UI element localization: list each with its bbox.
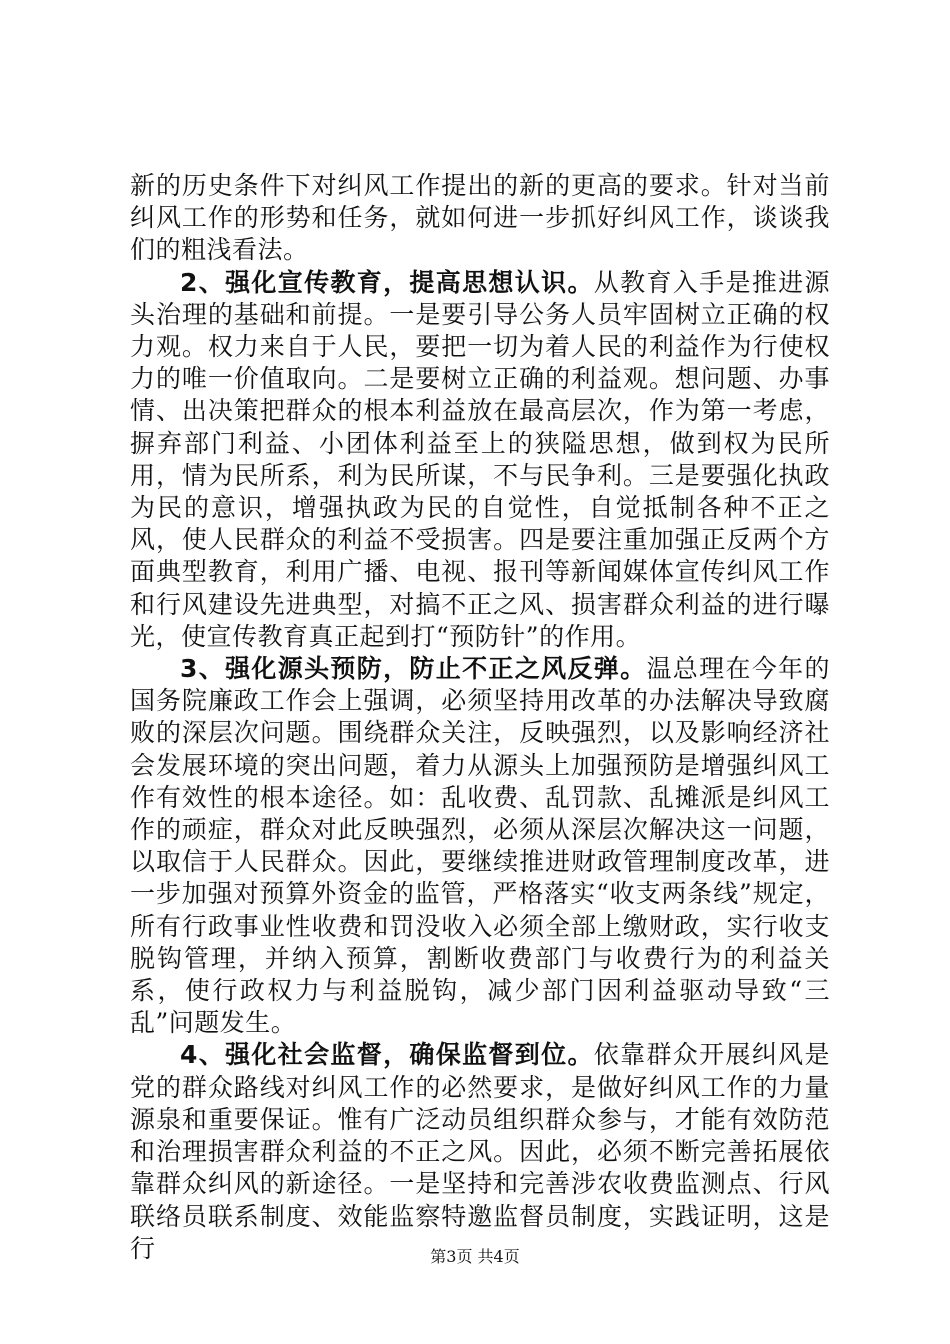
page-number-label: 第3页 共4页 <box>430 1247 520 1266</box>
document-body <box>130 170 830 1265</box>
paragraph-section-3 <box>130 653 830 1039</box>
section-heading: 2、强化宣传教育，提高思想认识。 <box>180 267 594 297</box>
paragraph-text: 依靠群众开展纠风是党的群众路线对纠风工作的必然要求，是做好纠风工作的力量源泉和重要保证。惟有广泛动员组织群众参与，才能有效防范和治理损害群众利益的不正之风。因此，必须不断完善拓展依靠群众纠风的新途径。一是坚持和完善涉农收费监测点、行风联络员联系制度、效能监察特邀监督员制度，实践证明，这是行 <box>130 1040 830 1263</box>
paragraph-text: 温总理在今年的国务院廉政工作会上强调，必须坚持用改革的办法解决导致腐败的深层次问题。围绕群众关注，反映强烈，以及影响经济社会发展环境的突出问题，着力从源头上加强预防是增强纠风工作有效性的根本途径。如：乱收费、乱罚款、乱摊派是纠风工作的顽症，群众对此反映强烈，必须从深层次解决这一问题，以取信于人民群众。因此，要继续推进财政管理制度改革，进一步加强对预算外资金的监管，严格落实“收支两条线”规定，所有行政事业性收费和罚没收入必须全部上缴财政，实行收支脱钩管理，并纳入预算，割断收费部门与收费行为的利益关系，使行政权力与利益脱钩，减少部门因利益驱动导致“三乱”问题发生。 <box>130 654 830 1038</box>
paragraph-section-4 <box>130 1039 830 1264</box>
paragraph-text: 从教育入手是推进源头治理的基础和前提。一是要引导公务人员牢固树立正确的权力观。权力来自于人民，要把一切为着人民的利益作为行使权力的唯一价值取向。二是要树立正确的利益观。想问题、办事情、出决策把群众的根本利益放在最高层次，作为第一考虑，摒弃部门利益、小团体利益至上的狭隘思想，做到权为民所用，情为民所系，利为民所谋，不与民争利。三是要强化执政为民的意识，增强执政为民的自觉性，自觉抵制各种不正之风，使人民群众的利益不受损害。四是要注重加强正反两个方面典型教育，利用广播、电视、报刊等新闻媒体宣传纠风工作和行风建设先进典型，对搞不正之风、损害群众利益的进行曝光，使宣传教育真正起到打“预防针”的作用。 <box>130 267 830 651</box>
section-heading: 4、强化社会监督，确保监督到位。 <box>180 1040 594 1070</box>
page-footer <box>0 1244 950 1267</box>
paragraph-intro <box>130 170 830 267</box>
section-heading: 3、强化源头预防，防止不正之风反弹。 <box>180 654 647 684</box>
paragraph-section-2 <box>130 267 830 653</box>
paragraph-text: 新的历史条件下对纠风工作提出的新的更高的要求。针对当前纠风工作的形势和任务，就如何进一步抓好纠风工作，谈谈我们的粗浅看法。 <box>130 171 830 265</box>
